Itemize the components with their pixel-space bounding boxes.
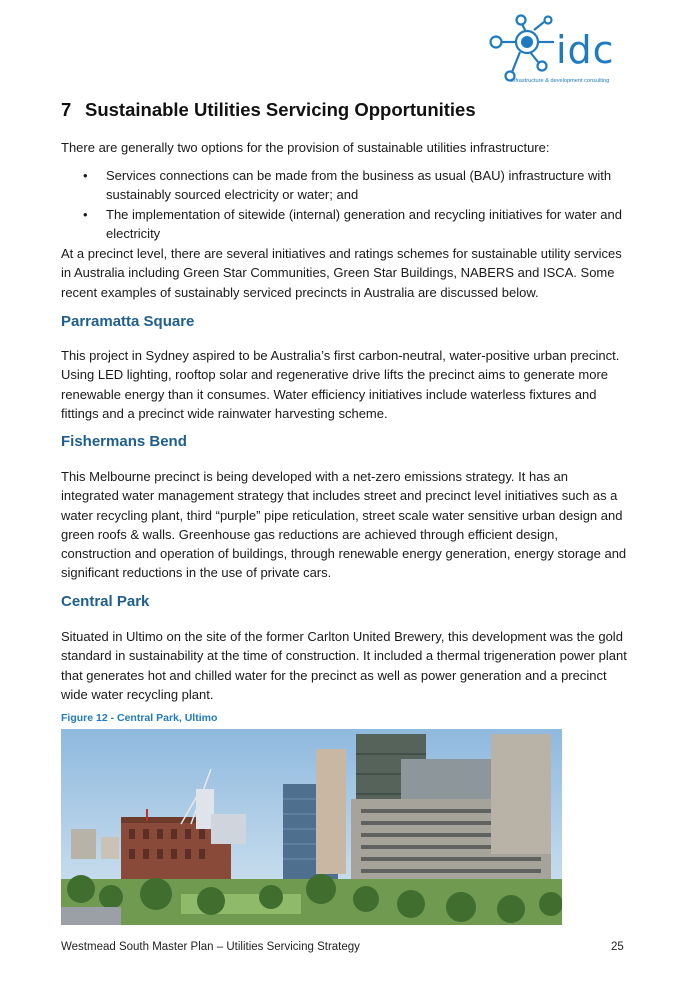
intro-paragraph: There are generally two options for the provision of sustainable utilities infrastructure: (61, 140, 550, 155)
precinct-paragraph: At a precinct level, there are several initiatives and ratings schemes for sustainable utility services in Australia including Green Star Communities, Green Star Buildings, NABERS and ISCA. Some recent examples of sustainably serviced precincts in Australia are discussed below. (61, 246, 622, 300)
parramatta-square-paragraph: This project in Sydney aspired to be Australia’s first carbon-neutral, water-positive urban precinct. Using LED lighting, rooftop solar and regenerative drive lifts the precinct aims to generate more renewable energy than it consumes. Water efficiency initiatives include waterless fixtures and fittings and a precinct wide rainwater harvesting scheme. (61, 348, 620, 421)
section-heading (61, 99, 476, 121)
logo-tagline: infrastructure & development consulting (511, 78, 610, 84)
fishermans-bend-paragraph: This Melbourne precinct is being developed with a net-zero emissions strategy. It has an integrated water management strategy that includes street and precinct level initiatives such as a water recycling plant, third “purple” pipe reticulation, street scale water sensitive urban design and green roofs & walls. Greenhouse gas reductions are achieved through efficient design, construction and operation of buildings, through renewable energy generation, energy storage and significant reductions in the use of private cars. (61, 469, 627, 581)
logo-wordmark: idc (556, 28, 615, 72)
section-number: 7 (61, 99, 72, 120)
subheading-fishermans-bend: Fishermans Bend (61, 433, 187, 450)
section-title: Sustainable Utilities Servicing Opportunities (85, 99, 476, 120)
figure-caption: Figure 12 - Central Park, Ultimo (61, 712, 218, 724)
subheading-parramatta-square: Parramatta Square (61, 313, 195, 330)
footer-document-title: Westmead South Master Plan – Utilities Servicing Strategy (61, 941, 360, 953)
subheading-central-park: Central Park (61, 593, 150, 610)
list-item: • The implementation of sitewide (internal) generation and recycling initiatives for water and electricity (83, 206, 622, 241)
footer-page-number: 25 (611, 941, 624, 953)
central-park-paragraph: Situated in Ultimo on the site of the former Carlton United Brewery, this development was the gold standard in sustainability at the time of construction. It included a thermal trigeneration power plant that generates hot and chilled water for the precinct as well as power generation and a precinct wide water recycling plant. (61, 629, 627, 702)
central-park-photo (61, 729, 562, 925)
bullet-icon: • (83, 206, 88, 222)
options-list (61, 166, 627, 243)
list-item: • Services connections can be made from the business as usual (BAU) infrastructure with sustainably sourced electricity or water; and (83, 168, 612, 203)
bullet-icon: • (83, 168, 88, 183)
